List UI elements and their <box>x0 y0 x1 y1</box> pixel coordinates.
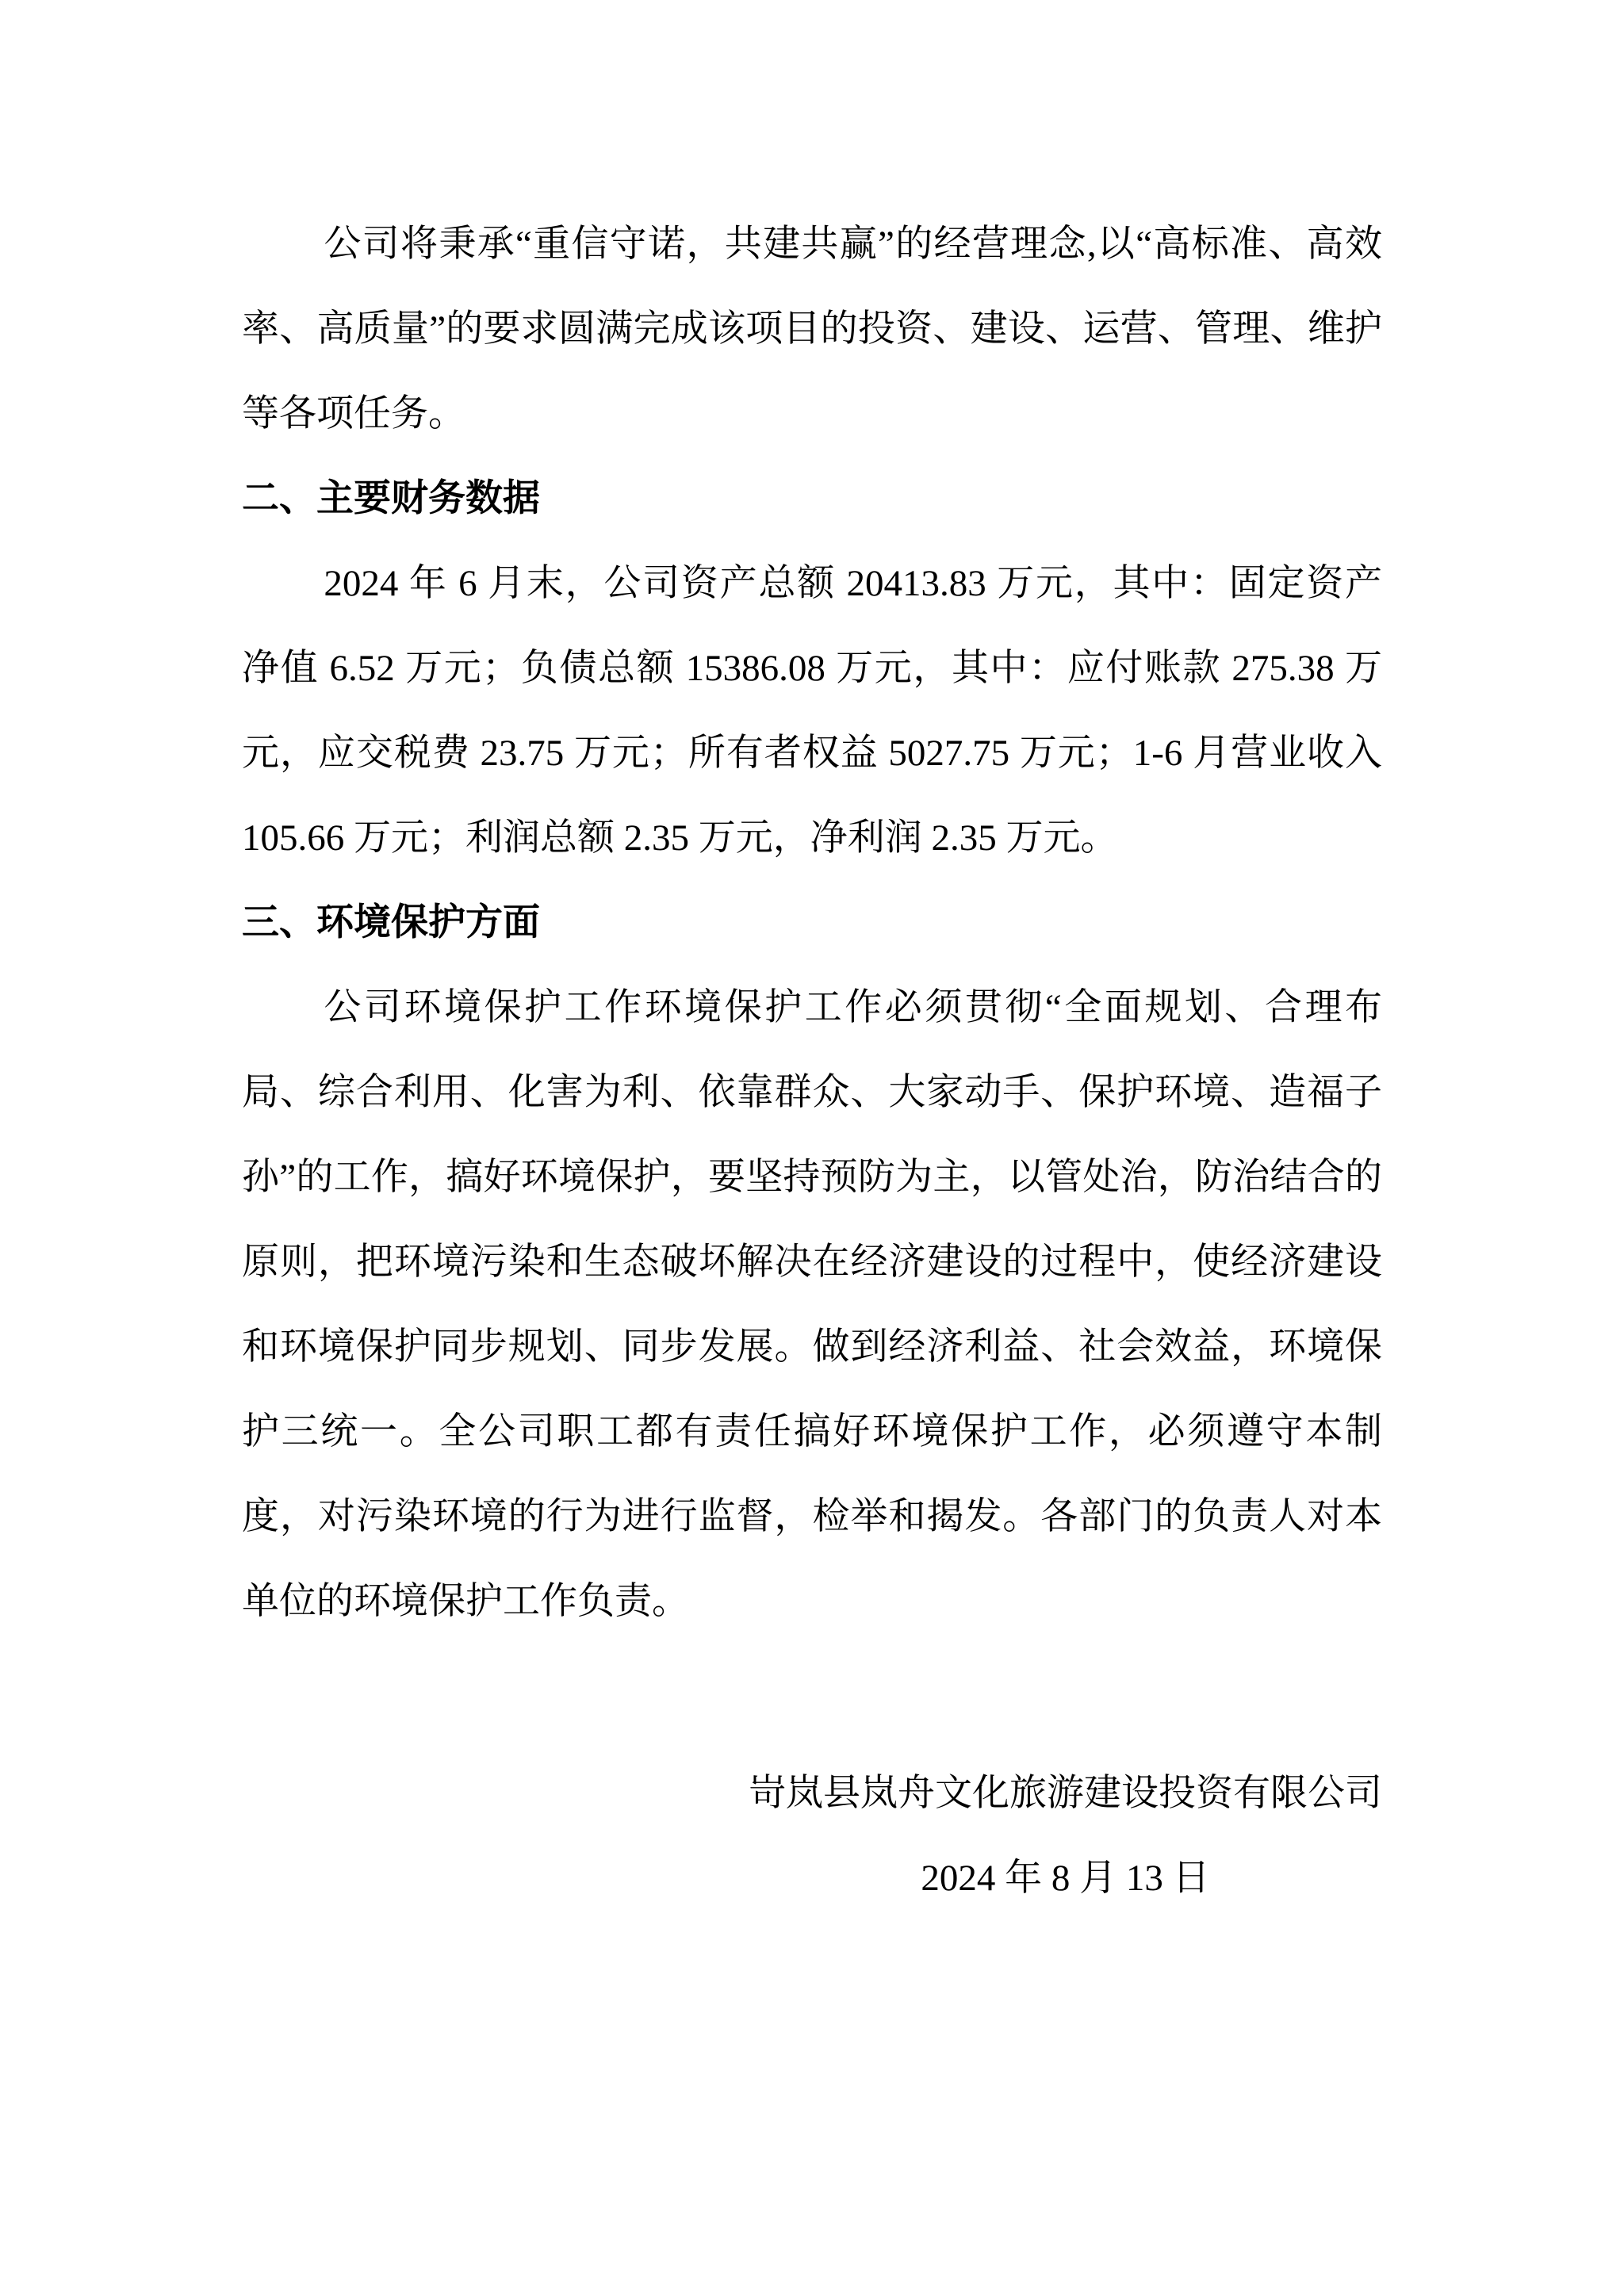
signature-date: 2024 年 8 月 13 日 <box>921 1858 1210 1899</box>
signature-inner <box>749 1751 1382 1921</box>
paragraph-intro: 公司将秉承“重信守诺，共建共赢”的经营理念,以“高标准、高效率、高质量”的要求圆满完成该项目的投资、建设、运营、管理、维护等各项任务。 <box>242 224 1382 434</box>
document-body <box>242 202 1382 1921</box>
signature-company-name: 岢岚县岚舟文化旅游建设投资有限公司 <box>749 1773 1382 1814</box>
section-heading-environment: 三、环境保护方面 <box>242 902 540 943</box>
paragraph-environment: 公司环境保护工作环境保护工作必须贯彻“全面规划、合理布局、综合利用、化害为利、依靠群众、大家动手、保护环境、造福子孙”的工作，搞好环境保护，要坚持预防为主，以管处治，防治结合的原则，把环境污染和生态破坏解决在经济建设的过程中，使经济建设和环境保护同步规划、同步发展。做到经济利益、社会效益，环境保护三统一。全公司职工都有责任搞好环境保护工作，必须遵守本制度，对污染环境的行为进行监督，检举和揭发。各部门的负责人对本单位的环境保护工作负责。 <box>242 987 1382 1622</box>
signature-block <box>242 1751 1382 1921</box>
section-heading-finance: 二、主要财务数据 <box>242 478 540 519</box>
paragraph-finance: 2024 年 6 月末，公司资产总额 20413.83 万元，其中：固定资产净值 6.52 万元；负债总额 15386.08 万元，其中：应付账款 275.38 万元，应交税费 23.75 万元；所有者权益 5027.75 万元；1-6 月营业收入 105.66 万元；利润总额 2.35 万元，净利润 2.35 万元。 <box>242 563 1382 859</box>
